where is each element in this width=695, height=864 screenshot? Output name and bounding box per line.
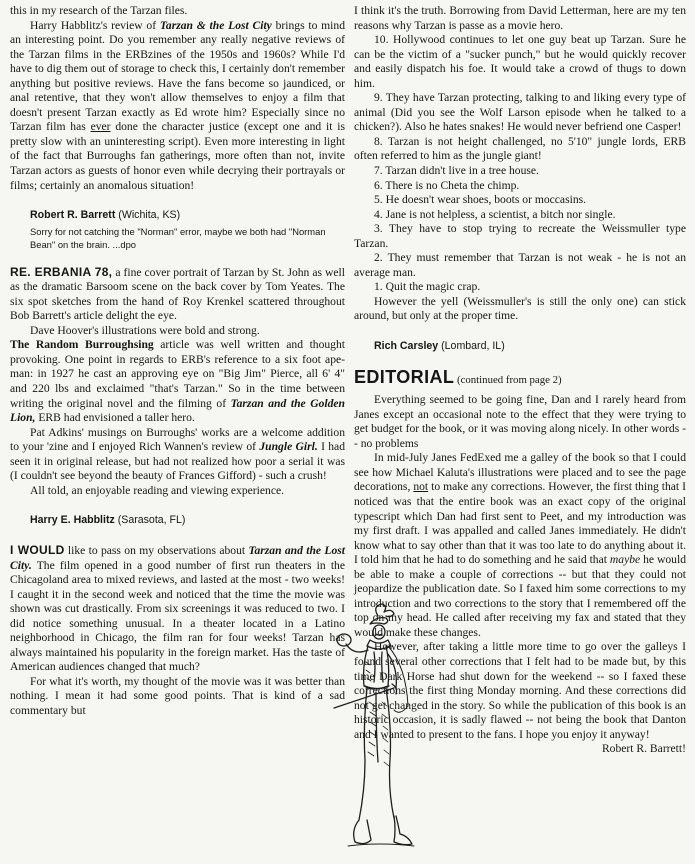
list-item: 6. There is no Cheta the chimp.	[374, 178, 520, 192]
list-item: 9. They have Tarzan protecting, talking to and liking every type of animal (Did you see the Wolf Larson episode when he talked to a chicken?). Also he hates snakes! He would never befriend one Casper!	[354, 91, 686, 134]
left-column	[10, 4, 345, 719]
paragraph: Dave Hoover's illustrations were bold and strong.	[30, 323, 260, 337]
paragraph: Harry Habblitz's review of Tarzan & the Lost City brings to mind an interesting point. Do you remember any really negative reviews of the Tarzan films in the ERBzines of the 1950s and 1960s? While I'd have to dig them out of storage to check this, I certainly don't remember anything but positive reviews. Have the fans become so jaundiced, or anal retentive, that they won't allow themselves to enjoy a film that doesn't present Tarzan exactly as Ed wrote him? Especially since no Tarzan film has ever done the character justice (except one and it is pretty slow with an uninteresting script). Even more interesting in light of the fact that Burroughs fan gatherings, more often than not, invite Tarzan actors as guests of honor even while decrying their portrayals or films; certainly an anomalous situation!	[10, 18, 345, 192]
emphasis: not	[413, 480, 429, 494]
lead-heading: RE. ERBANIA 78,	[10, 264, 113, 279]
list-item: 10. Hollywood continues to let one guy beat up Tarzan. Sure he can be the victim of a "sucker punch," but he would quickly recover and easily dispatch his foe. It would take a crowd of thugs to down him.	[354, 33, 686, 90]
editorial-heading: EDITORIAL (continued from page 2)	[354, 366, 562, 387]
emphasis: ever	[90, 120, 111, 134]
paragraph: this in my research of the Tarzan files.	[10, 4, 188, 17]
paragraph: Everything seemed to be going fine, Dan and I rarely heard from Janes except an occasional note to the effect that they were trying to get budget for the book, or it was moving along nicely. In other words -- no problems	[354, 393, 686, 450]
paragraph: However the yell (Weissmuller's is still the only one) can stick around, but only at the proper time.	[354, 294, 686, 323]
list-item: 4. Jane is not helpless, a scientist, a bitch nor single.	[374, 207, 616, 221]
article-name: The Random Burroughsing	[10, 338, 154, 352]
emphasis: maybe	[609, 553, 641, 567]
list-item: 5. He doesn't wear shoes, boots or moccasins.	[374, 193, 587, 207]
letter-signature: Rich Carsley (Lombard, IL)	[374, 340, 505, 353]
list-item: 2. They must remember that Tarzan is not weak - he is not an average man.	[354, 251, 686, 279]
signoff: Robert R. Barrett!	[601, 742, 686, 756]
letter-signature: Robert R. Barrett (Wichita, KS)	[30, 209, 181, 222]
paragraph: The Random Burroughsing article was well written and thought provoking. One point in regards to ERB's reference to a six foot ape-man: in 1927 he cast an approving eye on "Big Jim" Pierce, all 6' 4" and 220 lbs and exclaimed "that's Tarzan." So in the time between writing the original novel and the filming of Tarzan and the Golden Lion, ERB had envisioned a taller hero.	[10, 338, 346, 425]
list-item: 1. Quit the magic crap.	[374, 280, 481, 294]
swordsman-sketch-icon	[322, 602, 420, 854]
serial-title: Jungle Girl.	[259, 440, 318, 454]
paragraph: For what it's worth, my thought of the movie was it was better than nothing. I mean it had some good points. That is kind of a sad commentary but	[10, 674, 345, 717]
paragraph: I think it's the truth. Borrowing from David Letterman, here are my ten reasons why Tarzan is passe as a movie hero.	[354, 4, 686, 32]
paragraph: Pat Adkins' musings on Burroughs' works are a welcome addition to your 'zine and I enjoyed Rich Wannen's review of Jungle Girl. I had seen it in original release, but had not realized how poor a serial it was (I couldn't see beyond the beauty of Frances Gifford) - such a crush!	[10, 425, 346, 483]
list-item: 3. They have to stop trying to recreate the Weissmuller type Tarzan.	[354, 222, 686, 250]
list-item: 7. Tarzan didn't live in a tree house.	[374, 164, 539, 178]
paragraph: I WOULD like to pass on my observations about Tarzan and the Lost City. The film opened in a good number of first run theaters in the Chicagoland area to mixed reviews, and lasted at the most - two weeks! I caught it in the second week and noticed that the time the movie was shown was cut drastically. From six screenings it was reduced to two. I did notice something unusual. In a theater located in a Latino neighborhood in Chicago, the film ran for four weeks! Tarzan has always maintained his popularity in the foreign market. Has the taste of American audiences changed that much?	[10, 542, 346, 674]
paragraph: All told, an enjoyable reading and viewing experience.	[30, 483, 285, 497]
film-title: Tarzan and the Golden Lion,	[10, 396, 345, 425]
paragraph: However, after taking a little more time to go over the galleys I found several other corrections that I felt had to be made but, by this time Dark Horse had shut down for the weekend -- so I faxed these corrections the first thing Monday morning. And these corrections did not get changed in the story. So while the publication of this book is an historic occasion, it is sadly flawed -- not being the book that Danton and I wanted to present to the fans. I hope you enjoy it anyway!	[354, 640, 686, 741]
paragraph: In mid-July Janes FedExed me a galley of the book so that I could see how Michael Kaluta's illustrations were placed and to see the page decorations, not to make any corrections. However, the first thing that I noticed was that the entire book was an exact copy of the original typescript which Dan had first sent to Peet, and my introduction was my first draft. I was appalled and called Janes immediately. He didn't know what to say other than that it was too late to do anything about it. I told him that he had to do something and he said that maybe he would be able to make a couple of corrections -- but that they could not jeopardize the publication date. So I faxed him some corrections to my introduction and two corrections to the story that I remembered off the top on my head. He called after receiving my fax and stated that they would make these changes.	[354, 451, 686, 639]
paragraph: RE. ERBANIA 78, a fine cover portrait of Tarzan by St. John as well as the dramatic Barsoom scene on the back cover by Tom Yeates. The six spot sketches from the hand of Roy Krenkel scattered throughout Bob Barrett's article delight the eye.	[10, 264, 346, 323]
editor-note: Sorry for not catching the "Norman" error, maybe we both had "Norman Bean" on the brain. ...dpo	[30, 225, 326, 250]
film-title: Tarzan and the Lost City.	[10, 543, 346, 572]
lead-heading: I WOULD	[10, 542, 65, 557]
film-title: Tarzan & the Lost City	[159, 18, 272, 32]
list-item: 8. Tarzan is not height challenged, no 5'10" jungle lords, ERB often referred to him as the jungle giant!	[354, 134, 686, 163]
letter-signature: Harry E. Habblitz (Sarasota, FL)	[30, 514, 186, 527]
